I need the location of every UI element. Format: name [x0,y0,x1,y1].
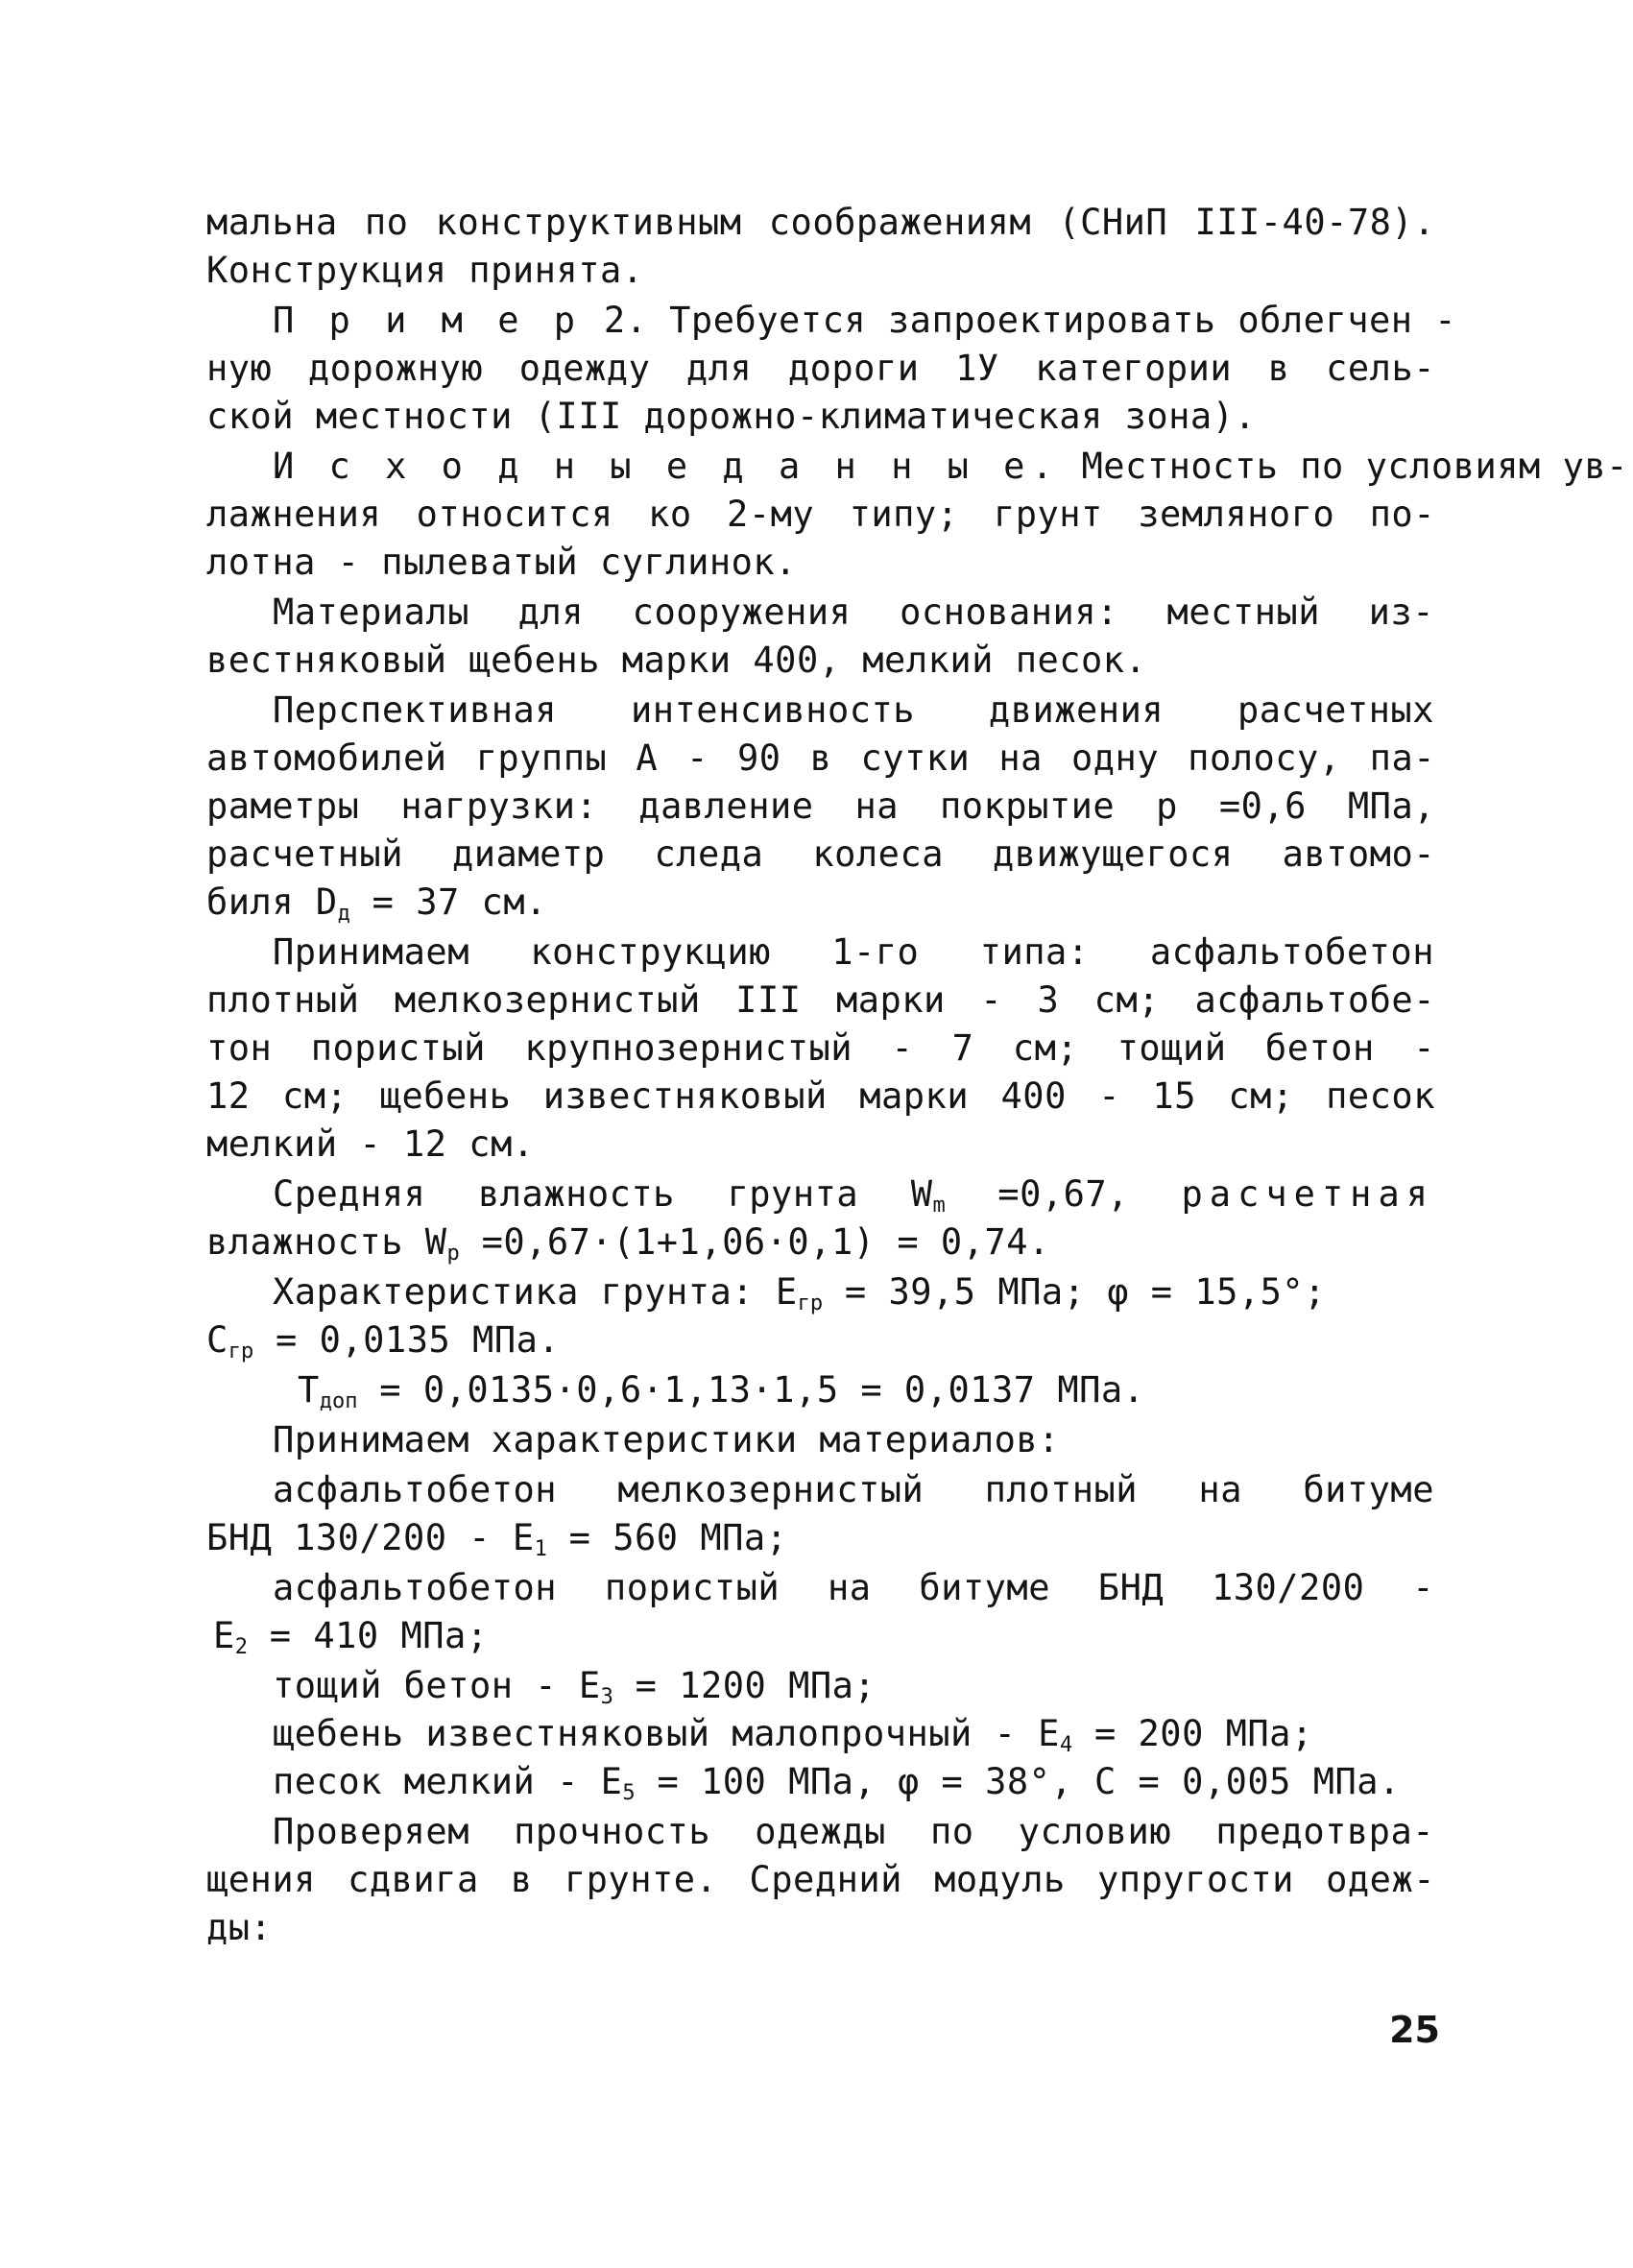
text-line: вестняковый щебень марки 400, мелкий песок. [206,639,1147,681]
initial-data-label: И с х о д н ы е д а н н ы е. [273,446,1060,487]
text-line: Перспективная интенсивность движения расчетных [273,689,1434,731]
subscript: m [932,1194,946,1218]
text-fragment: = 410 МПа; [248,1615,489,1656]
text-line [273,1171,1434,1218]
text-line: ную дорожную одежду для дороги 1У категории в сель- [206,348,1435,389]
text-line: лажнения относится ко 2-му типу; грунт земляного по- [206,494,1435,535]
text-fragment: = 0,0135·0,6·1,13·1,5 = 0,0137 МПа. [357,1369,1145,1411]
subscript: 5 [622,1781,636,1805]
text-line: асфальтобетон пористый на битуме БНД 130/200 - [273,1567,1434,1608]
initial-data-line [273,444,1628,490]
text-line: раметры нагрузки: давление на покрытие p =0,6 МПа, [206,785,1435,827]
text-fragment: T [298,1369,320,1411]
text-fragment: Характеристика грунта: E [273,1271,798,1313]
text-line: плотный мелкозернистый III марки - 3 см; асфальтобе- [206,979,1435,1021]
subscript: 4 [1059,1733,1073,1757]
spaced-word: расчетная [1181,1173,1434,1215]
text-line [206,1219,1435,1266]
text-line [206,880,1435,926]
text-fragment: = 0,0135 МПа. [253,1319,561,1361]
text-line [273,1711,1434,1757]
text-fragment: тощий бетон - E [273,1665,601,1706]
subscript: гр [797,1291,824,1315]
text-line: Материалы для сооружения основания: местный из- [273,591,1434,633]
text-line: лотна - пылеватый суглинок. [206,542,797,583]
text-line: мелкий - 12 см. [206,1123,535,1165]
text-fragment: Местность по условиям ув- [1059,446,1628,487]
text-line: Проверяем прочность одежды по условию предотвра- [273,1811,1434,1852]
text-fragment: = 100 МПа, φ = 38°, C = 0,005 МПа. [635,1761,1401,1802]
text-line: Принимаем характеристики материалов: [273,1419,1060,1460]
text-fragment: = 37 см. [349,881,547,923]
text-fragment: Средняя влажность грунта W [273,1173,933,1215]
text-line: Принимаем конструкцию 1-го типа: асфальтобетон [273,931,1434,973]
example-label: П р и м е р [273,300,583,341]
subscript: p [446,1242,460,1266]
text-fragment: E [213,1615,235,1656]
text-fragment: = 560 МПа; [546,1517,788,1558]
text-fragment: БНД 130/200 - E [206,1517,535,1558]
text-line [213,1613,1442,1659]
text-line [273,1269,1434,1315]
text-fragment: =0,67, [945,1173,1182,1215]
subscript: 2 [234,1635,249,1659]
subscript: доп [319,1389,358,1413]
subscript: гр [228,1339,254,1363]
text-line: автомобилей группы А - 90 в сутки на одну полосу, па- [206,737,1435,779]
text-line [206,1317,1435,1363]
text-line [273,1759,1434,1805]
text-fragment: щебень известняковый малопрочный - E [273,1713,1060,1754]
text-line [206,1515,1435,1561]
text-line: Конструкция принята. [206,250,644,291]
text-fragment: биля D [206,881,338,923]
subscript: 1 [534,1537,547,1561]
text-fragment: 2. Требуется запроектировать облегчен - [582,300,1457,341]
subscript: 3 [600,1685,613,1709]
text-fragment: C [206,1319,228,1361]
example-heading-line [273,298,1457,344]
text-line: 12 см; щебень известняковый марки 400 - 15 см; песок [206,1075,1435,1117]
text-fragment: = 1200 МПа; [612,1665,877,1706]
text-fragment: = 200 МПа; [1072,1713,1313,1754]
subscript: д [337,902,350,926]
text-fragment: влажность W [206,1221,447,1263]
text-fragment: = 39,5 МПа; φ = 15,5°; [823,1271,1326,1313]
text-line: расчетный диаметр следа колеса движущегося автомо- [206,833,1435,875]
text-line: асфальтобетон мелкозернистый плотный на битуме [273,1469,1434,1510]
formula-line [298,1367,1430,1413]
text-fragment: песок мелкий - E [273,1761,623,1802]
text-line: тон пористый крупнозернистый - 7 см; тощий бетон - [206,1027,1435,1069]
page-number: 25 [1389,2009,1440,2051]
text-line: ской местности (III дорожно-климатическая зона). [206,396,1257,437]
text-line: щения сдвига в грунте. Средний модуль упругости одеж- [206,1859,1435,1900]
text-line: ды: [206,1907,273,1948]
text-line [273,1663,1434,1709]
text-line: мальна по конструктивным соображениям (СНиП III-40-78). [206,202,1435,243]
text-fragment: =0,67·(1+1,06·0,1) = 0,74. [459,1221,1050,1263]
